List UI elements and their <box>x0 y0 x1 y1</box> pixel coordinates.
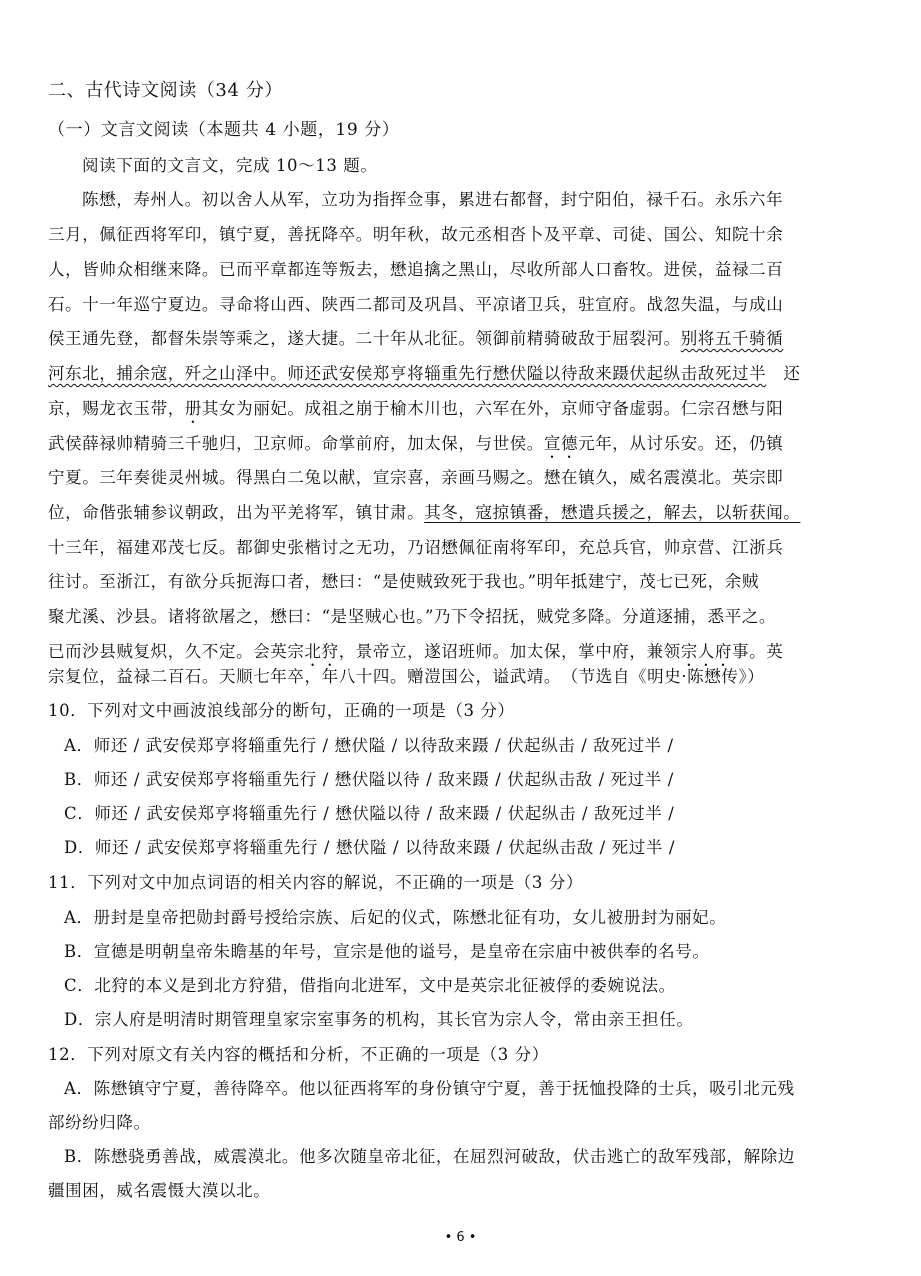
option-a: A．师还 / 武安侯郑亨将辎重先行 / 懋伏隘 / 以待敌来蹑 / 伏起纵击 / 敌死过半 / <box>64 736 674 755</box>
page-number: • 6 • <box>444 1230 477 1245</box>
option-c: C．北狩的本义是到北方狩猎，借指向北进军，文中是英宗北征被俘的委婉说法。 <box>64 976 676 995</box>
option-c: C．师还 / 武安侯郑亨将辎重先行 / 懋伏隘以待 / 敌来蹑 / 伏起纵击 / 敌死过半 / <box>64 804 675 823</box>
passage-line-15: 宗复位，益禄二百石。天顺七年卒，年八十四。赠溰国公，谥武靖。 （节选自《明史·陈懋传》） <box>48 667 765 686</box>
passage-line-3: 人，皆帅众相继来降。已而平章都连等叛去，懋追擒之黑山，尽收所部人口畜牧。进侯，益禄二百 <box>48 260 784 279</box>
wavy-underline-segment: 别将五千骑循 <box>680 329 784 348</box>
passage-line-11: 十三年，福建邓茂七反。都御史张楷讨之无功，乃诏懋佩征南将军印，充总兵官，帅京营、江浙兵 <box>48 538 784 557</box>
passage-line-8 <box>48 433 808 462</box>
passage-text: 武侯薛禄帅精骑三千驰归，卫京师。命掌前府，加太保，与世侯。 <box>48 434 544 453</box>
subsection-title: （一）文言文阅读（本题共 4 小题，19 分） <box>48 120 400 140</box>
passage-line-4: 石。十一年巡宁夏边。寻命将山西、陕西二都司及巩昌、平凉诸卫兵，驻宣府。战忽失温，与成山 <box>48 295 784 314</box>
option-b: B．师还 / 武安侯郑亨将辎重先行 / 懋伏隘以待 / 敌来蹑 / 伏起纵击敌 / 死过半 / <box>64 770 674 789</box>
instruction: 阅读下面的文言文，完成 10～13 题。 <box>82 156 378 175</box>
passage-line-7 <box>48 398 808 427</box>
passage-line-5-text: 侯王通先登，都督朱崇等乘之，遂大捷。二十年从北征。领御前精骑破敌于屈裂河。 <box>48 329 681 348</box>
passage-line-12: 往讨。至浙江，有欲分兵扼海口者，懋曰：“是使贼致死于我也。”明年抵建宁，茂七已死，余贼 <box>48 572 759 591</box>
question-stem: 10．下列对文中画波浪线部分的断句，正确的一项是（3 分） <box>48 701 515 720</box>
option-b-line-2: 疆围困，威名震慑大漠以北。 <box>48 1181 271 1200</box>
passage-text: ，景帝立，遂诏班师。加太保，掌中府，兼领 <box>338 642 681 661</box>
option-a: A．册封是皇帝把勋封爵号授给宗族、后妃的仪式，陈懋北征有功，女儿被册封为丽妃。 <box>64 908 727 927</box>
passage-line-6 <box>48 363 808 385</box>
passage-line-9: 宁夏。三年奏徙灵州城。得黑白二兔以献，宣宗喜，亲画马赐之。懋在镇久，威名震漠北。英宗即 <box>48 468 784 487</box>
passage-line-13: 聚尤溪、沙县。诸将欲屠之，懋曰：“是坚贼心也。”乃下令招抚，贼党多降。分道逐捕，悉平之。 <box>48 607 777 626</box>
dotted-word-beishou: 北狩 <box>304 642 339 661</box>
passage-text: 其女为丽妃。成祖之崩于榆木川也，六军在外，京师守备虚弱。仁宗召懋与阳 <box>201 399 784 418</box>
passage-line-1: 陈懋，寿州人。初以舍人从军，立功为指挥佥事，累进右都督，封宁阳伯，禄千石。永乐六年 <box>82 190 784 209</box>
passage-line-10 <box>48 502 808 524</box>
passage-text: 位，命偕张辅参议朝政，出为平羌将军，镇甘肃。 <box>48 503 425 522</box>
passage-text: 事。英 <box>732 642 784 661</box>
dotted-word-zongrenfu: 宗人府 <box>680 642 733 661</box>
passage-line-5 <box>48 328 808 350</box>
passage-line-2: 三月，佩征西将军印，镇宁夏，善抚降卒。明年秋，故元丞相呇卜及平章、司徒、国公、知院十余 <box>48 225 784 244</box>
wavy-underline-segment: 河东北，捕余寇，歼之山泽中。师还武安侯郑亨将辎重先行懋伏隘以待敌来蹑伏起纵击敌死过半 <box>48 364 767 383</box>
passage-text: 已而沙县贼复炽，久不定。会英宗 <box>48 642 305 661</box>
option-b-line-1: B．陈懋骁勇善战，威震漠北。他多次随皇帝北征，在屈烈河破敌，伏击逃亡的敌军残部，解除边 <box>64 1147 795 1166</box>
dotted-word-ce: 册 <box>184 399 202 418</box>
question-stem: 12．下列对原文有关内容的概括和分析，不正确的一项是（3 分） <box>48 1045 549 1064</box>
passage-line-6-end: 还 <box>783 364 801 383</box>
option-d: D．师还 / 武安侯郑亨将辎重先行 / 懋伏隘 / 以待敌来蹑 / 伏起纵击敌 / 死过半 / <box>64 838 675 857</box>
option-a-line-1: A．陈懋镇守宁夏，善待降卒。他以征西将军的身份镇守宁夏，善于抚恤投降的士兵，吸引北元残 <box>64 1079 795 1098</box>
option-a-line-2: 部纷纷归降。 <box>48 1113 151 1132</box>
question-stem: 11．下列对文中加点词语的相关内容的解说，不正确的一项是（3 分） <box>48 873 584 892</box>
passage-text: 元年，从讨乐安。还，仍镇 <box>578 434 784 453</box>
passage-text: 京，赐龙衣玉带， <box>48 399 185 418</box>
option-b: B．宣德是明朝皇帝朱瞻基的年号，宣宗是他的谥号，是皇帝在宗庙中被供奉的名号。 <box>64 942 710 961</box>
underline-segment: 其冬，寇掠镇番，懋遣兵援之，解去，以斩获闻。 <box>424 503 801 522</box>
dotted-word-xuande: 宣德 <box>543 434 579 453</box>
section-title: 二、古代诗文阅读（34 分） <box>48 80 284 101</box>
option-d: D．宗人府是明清时期管理皇家宗室事务的机构，其长官为宗人令，常由亲王担任。 <box>64 1010 694 1029</box>
